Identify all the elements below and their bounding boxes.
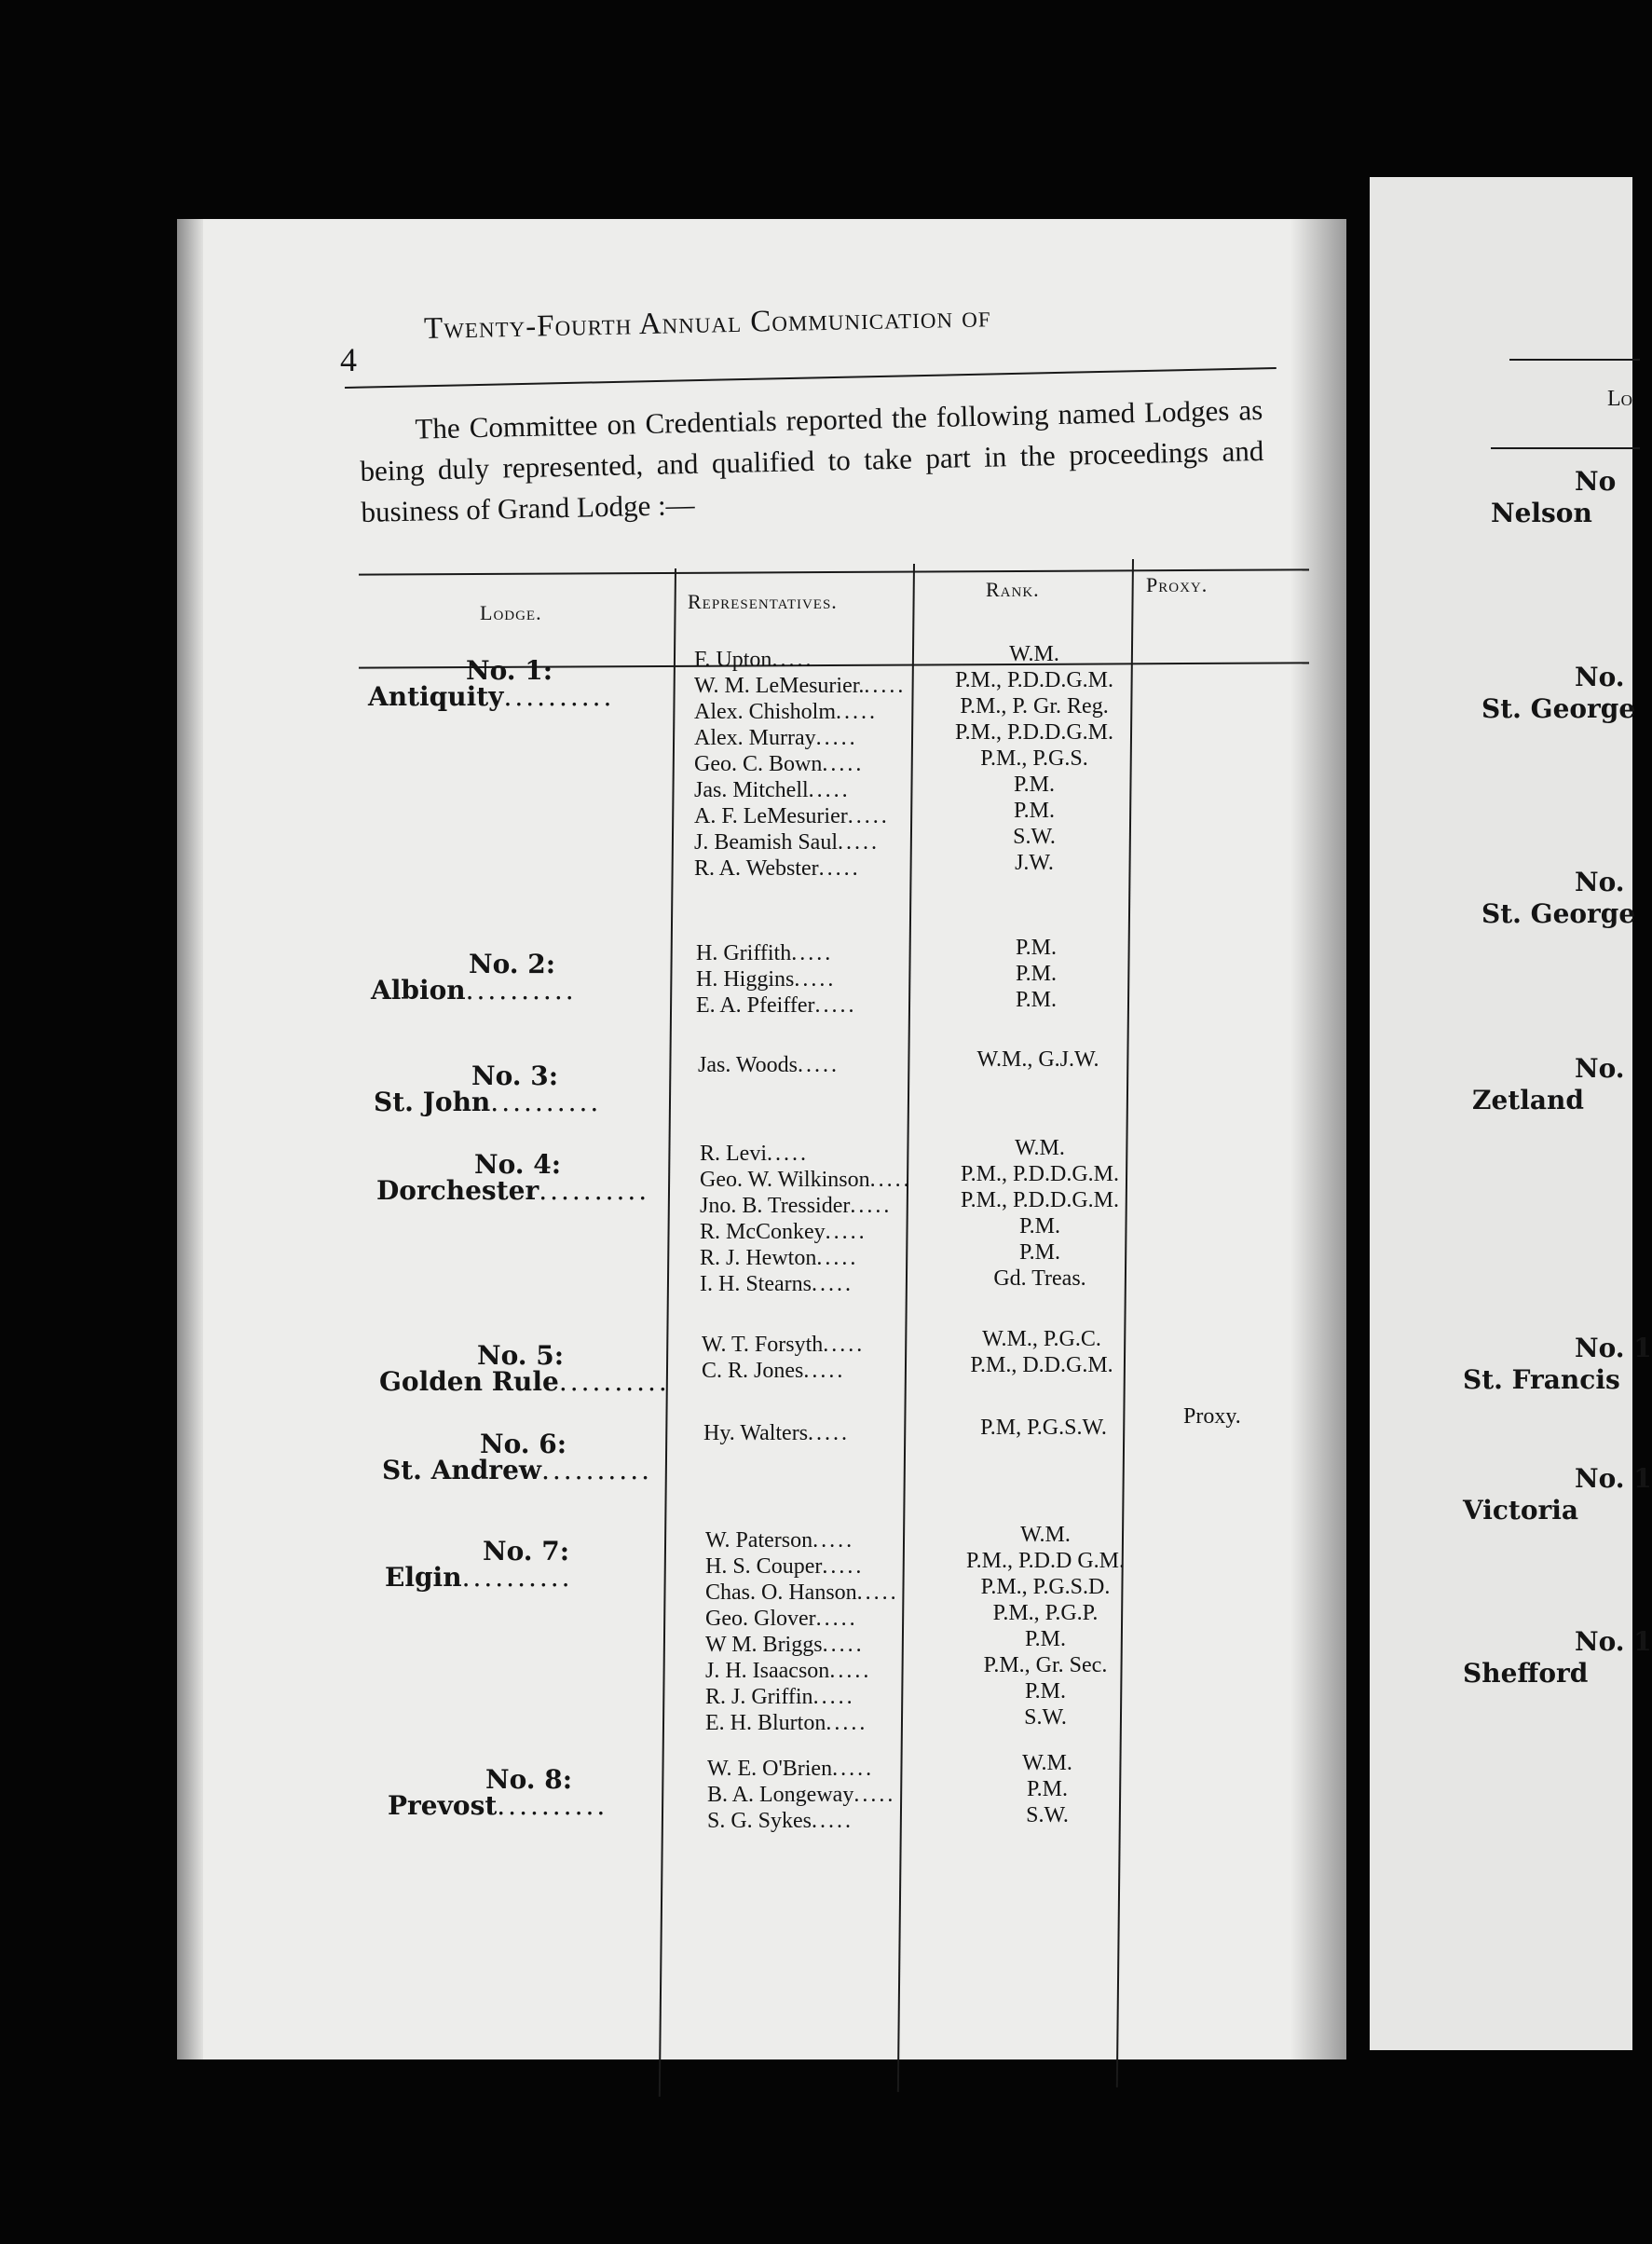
representative-text: Alex. Murray: [694, 726, 816, 750]
facing-lodge-number: No. 1: [1575, 1626, 1652, 1657]
representative-rank: W.M.: [1022, 1751, 1072, 1775]
facing-lodge-number: No. 1: [1575, 1333, 1652, 1363]
leader-dots: .....: [823, 1333, 866, 1357]
leader-dots: .....: [816, 1246, 859, 1270]
facing-lodge-number: No: [1575, 466, 1617, 497]
lodge-name-text: Antiquity: [368, 681, 504, 712]
leader-dots: .....: [818, 856, 861, 881]
leader-dots: .....: [836, 700, 879, 724]
representative-text: Jas. Mitchell: [694, 778, 809, 802]
leader-dots: .....: [812, 1685, 855, 1709]
representative-rank: P.M., P.G.P.: [992, 1601, 1099, 1625]
representative-text: H. Higgins: [696, 967, 795, 992]
leader-dots: .....: [822, 752, 865, 776]
representative-text: A. F. LeMesurier: [694, 804, 848, 828]
lodge-name: [388, 1790, 608, 1821]
representative-text: S. G. Sykes: [707, 1809, 812, 1833]
representative-name: [694, 804, 890, 828]
lodge-name: [371, 975, 577, 1006]
leader-dots: ..........: [539, 1175, 650, 1206]
leader-dots: .....: [864, 674, 907, 698]
leader-dots: .....: [826, 1711, 868, 1735]
representative-rank: S.W.: [1013, 825, 1056, 849]
representative-rank: P.M.: [1015, 936, 1058, 960]
facing-lodge-name: Victoria: [1463, 1495, 1579, 1526]
representative-text: W. Paterson: [705, 1528, 813, 1553]
representative-rank: P.M.: [1024, 1679, 1067, 1704]
representative-name: [707, 1809, 853, 1833]
column-header-proxy: Proxy.: [1146, 573, 1208, 596]
lodge-name-text: St. John: [374, 1087, 491, 1117]
representative-rank: P.M.: [1013, 799, 1056, 823]
leader-dots: .....: [814, 993, 857, 1018]
page-gutter: [1290, 219, 1346, 2059]
representative-text: R. A. Webster: [694, 856, 819, 881]
lodge-number: No. 1:: [466, 655, 553, 686]
representative-text: W M. Briggs: [705, 1633, 823, 1657]
column-header-lodge: Lodge.: [480, 601, 542, 624]
leader-dots: .....: [794, 967, 837, 992]
facing-lodge-name: Zetland: [1472, 1085, 1584, 1115]
facing-lodge-number: No.: [1575, 867, 1625, 897]
leader-dots: .....: [791, 941, 834, 965]
proxy-mark: Proxy.: [1183, 1404, 1241, 1429]
facing-page: [1370, 177, 1652, 2050]
leader-dots: .....: [797, 1053, 840, 1077]
lodge-name: [368, 681, 614, 712]
representative-name: [694, 856, 861, 881]
representative-text: Jas. Woods: [698, 1053, 798, 1077]
representative-rank: P.M, P.G.S.W.: [980, 1416, 1107, 1440]
representative-text: Geo. C. Bown: [694, 752, 823, 776]
lodge-name: [374, 1087, 601, 1117]
representative-rank: P.M.: [1013, 773, 1056, 797]
representative-name: [703, 1421, 850, 1445]
representative-rank: P.M., P.G.S.: [980, 746, 1088, 771]
facing-header-rule: [1509, 359, 1640, 361]
representative-name: [694, 778, 851, 802]
leader-dots: ..........: [465, 975, 577, 1006]
leader-dots: ..........: [503, 681, 615, 712]
lodge-number: No. 3:: [471, 1060, 559, 1091]
representative-name: [696, 967, 836, 992]
representative-rank: W.M., G.J.W.: [976, 1047, 1099, 1072]
representative-text: B. A. Longeway: [707, 1783, 854, 1807]
leader-dots: .....: [869, 1168, 912, 1192]
representative-text: R. McConkey: [700, 1220, 826, 1244]
representative-rank: P.M., P.D.D.G.M.: [960, 1162, 1120, 1186]
representative-rank: P.M.: [1026, 1777, 1069, 1801]
lodge-number: No. 8:: [485, 1764, 573, 1795]
representative-text: R. J. Hewton: [700, 1246, 817, 1270]
leader-dots: ..........: [540, 1455, 652, 1485]
representative-rank: P.M., P.D.D.G.M.: [954, 720, 1114, 745]
leader-dots: .....: [829, 1659, 872, 1683]
header-rule: [345, 367, 1277, 389]
representative-name: [705, 1633, 865, 1657]
representative-text: R. J. Griffin: [705, 1685, 813, 1709]
leader-dots: .....: [808, 778, 851, 802]
representative-name: [705, 1528, 854, 1553]
leader-dots: .....: [812, 1809, 854, 1833]
representative-rank: P.M.: [1015, 962, 1058, 986]
representative-text: W. T. Forsyth: [702, 1333, 824, 1357]
leader-dots: .....: [767, 1142, 809, 1166]
lodge-name: [382, 1455, 652, 1485]
facing-lodge-number: No. 1: [1575, 1463, 1652, 1494]
representative-text: Alex. Chisholm: [694, 700, 837, 724]
representative-text: H. Griffith: [696, 941, 792, 965]
lodge-name-text: Golden Rule: [379, 1366, 559, 1397]
representative-name: [705, 1554, 864, 1579]
leader-dots: .....: [822, 1554, 865, 1579]
facing-lodge-name: St. George: [1481, 693, 1636, 724]
lodge-name-text: Elgin: [385, 1562, 462, 1593]
facing-lodge-number: No.: [1575, 1053, 1625, 1084]
lodge-name: [385, 1562, 573, 1593]
representative-text: Hy. Walters: [703, 1421, 809, 1445]
representative-text: H. S. Couper: [705, 1554, 823, 1579]
representative-rank: Gd. Treas.: [993, 1266, 1086, 1291]
lodge-name-text: St. Andrew: [382, 1455, 541, 1485]
leader-dots: .....: [815, 726, 858, 750]
intro-text: The Committee on Credentials reported the following named Lodges as being duly represented, and qualified to take part in the proceedings and business of Grand Lodge :—: [360, 392, 1264, 528]
representative-name: [694, 830, 880, 855]
page-binding-shadow: [177, 219, 203, 2059]
lodge-name-text: Dorchester: [376, 1175, 539, 1206]
facing-lodge-name: Nelson: [1491, 498, 1592, 528]
representative-rank: P.M., D.D.G.M.: [970, 1353, 1113, 1377]
page-number: 4: [340, 341, 357, 378]
leader-dots: .....: [808, 1421, 851, 1445]
lodge-number: No. 4:: [474, 1149, 562, 1180]
representative-rank: J.W.: [1015, 851, 1054, 875]
representative-text: R. Levi: [700, 1142, 767, 1166]
lodge-number: No. 2:: [469, 949, 556, 979]
representative-name: [707, 1783, 895, 1807]
leader-dots: .....: [822, 1633, 865, 1657]
representative-text: Geo. Glover: [705, 1607, 816, 1631]
lodge-number: No. 6:: [480, 1429, 567, 1459]
facing-lodge-name: St. George: [1481, 898, 1636, 929]
representative-rank: S.W.: [1026, 1803, 1069, 1827]
representative-rank: P.M.: [1018, 1214, 1061, 1238]
facing-rule-2: [1491, 447, 1640, 449]
lodge-name-text: Albion: [371, 975, 466, 1006]
leader-dots: .....: [771, 648, 814, 672]
intro-paragraph: [359, 390, 1265, 533]
representative-text: F. Upton: [694, 648, 772, 672]
leader-dots: ..........: [558, 1366, 670, 1397]
representative-name: [696, 993, 857, 1018]
column-header-representatives: Representatives.: [688, 590, 838, 613]
leader-dots: ..........: [490, 1087, 602, 1117]
lodge-name-text: Prevost: [388, 1790, 498, 1821]
leader-dots: .....: [856, 1580, 899, 1605]
column-header-rank: Rank.: [986, 578, 1040, 601]
representative-text: Geo. W. Wilkinson: [700, 1168, 870, 1192]
leader-dots: .....: [815, 1607, 858, 1631]
leader-dots: .....: [803, 1359, 846, 1383]
representative-rank: W.M.: [1009, 642, 1059, 666]
representative-name: [705, 1685, 855, 1709]
leader-dots: .....: [832, 1757, 875, 1781]
representative-name: [700, 1246, 858, 1270]
representative-rank: W.M.: [1020, 1523, 1071, 1547]
representative-text: J. H. Isaacson: [705, 1659, 830, 1683]
lodge-name: [379, 1366, 670, 1397]
representative-name: [694, 752, 864, 776]
representative-name: [702, 1333, 865, 1357]
lodge-number: No. 5:: [477, 1340, 565, 1371]
representative-text: Chas. O. Hanson: [705, 1580, 857, 1605]
representative-name: [694, 648, 813, 672]
column-divider-1: [659, 568, 676, 2097]
representative-rank: P.M., P.D.D.G.M.: [960, 1188, 1120, 1212]
leader-dots: ..........: [497, 1790, 608, 1821]
representative-text: C. R. Jones: [702, 1359, 804, 1383]
representative-text: J. Beamish Saul: [694, 830, 838, 855]
representative-text: I. H. Stearns: [700, 1272, 812, 1296]
representative-name: [705, 1580, 899, 1605]
representative-name: [694, 726, 858, 750]
leader-dots: .....: [838, 830, 880, 855]
leader-dots: ..........: [461, 1562, 573, 1593]
lodge-number: No. 7:: [483, 1536, 570, 1567]
representative-rank: S.W.: [1024, 1705, 1067, 1730]
representative-name: [707, 1757, 874, 1781]
representative-text: E. H. Blurton: [705, 1711, 826, 1735]
representative-rank: P.M., P.G.S.D.: [980, 1575, 1111, 1599]
representative-name: [702, 1359, 845, 1383]
representative-rank: W.M.: [1015, 1136, 1065, 1160]
facing-lodge-name: Shefford: [1463, 1658, 1589, 1689]
representative-text: Jno. B. Tressider: [700, 1194, 851, 1218]
representative-name: [700, 1168, 912, 1192]
representative-rank: P.M., Gr. Sec.: [983, 1653, 1108, 1677]
representative-text: W. E. O'Brien: [707, 1757, 833, 1781]
representative-name: [700, 1194, 892, 1218]
representative-rank: W.M., P.G.C.: [982, 1327, 1101, 1351]
leader-dots: .....: [850, 1194, 893, 1218]
representative-rank: P.M., P.D.D.G.M.: [954, 668, 1114, 692]
leader-dots: .....: [853, 1783, 896, 1807]
representative-text: W. M. LeMesurier.: [694, 674, 865, 698]
representative-rank: P.M., P.D.D G.M.: [965, 1549, 1126, 1573]
leader-dots: .....: [847, 804, 890, 828]
leader-dots: .....: [825, 1220, 867, 1244]
representative-name: [705, 1607, 858, 1631]
left-page: [177, 219, 1346, 2059]
representative-name: [694, 700, 878, 724]
representative-name: [700, 1220, 867, 1244]
representative-rank: P.M.: [1015, 988, 1058, 1012]
representative-name: [694, 674, 906, 698]
representative-text: E. A. Pfeiffer: [696, 993, 815, 1018]
representative-rank: P.M., P. Gr. Reg.: [960, 694, 1109, 718]
leader-dots: .....: [812, 1528, 855, 1553]
facing-header-fragment: Lo: [1607, 387, 1632, 411]
facing-lodge-name: St. Francis: [1463, 1364, 1620, 1395]
lodge-name: [376, 1175, 649, 1206]
facing-lodge-number: No.: [1575, 662, 1625, 692]
representative-rank: P.M.: [1024, 1627, 1067, 1651]
running-head: Twenty-Fourth Annual Communication of: [423, 300, 991, 346]
representative-name: [700, 1272, 853, 1296]
representative-name: [700, 1142, 809, 1166]
representative-name: [696, 941, 833, 965]
leader-dots: .....: [811, 1272, 853, 1296]
representative-rank: P.M.: [1018, 1240, 1061, 1265]
representative-name: [705, 1711, 867, 1735]
representative-name: [698, 1053, 840, 1077]
representative-name: [705, 1659, 871, 1683]
